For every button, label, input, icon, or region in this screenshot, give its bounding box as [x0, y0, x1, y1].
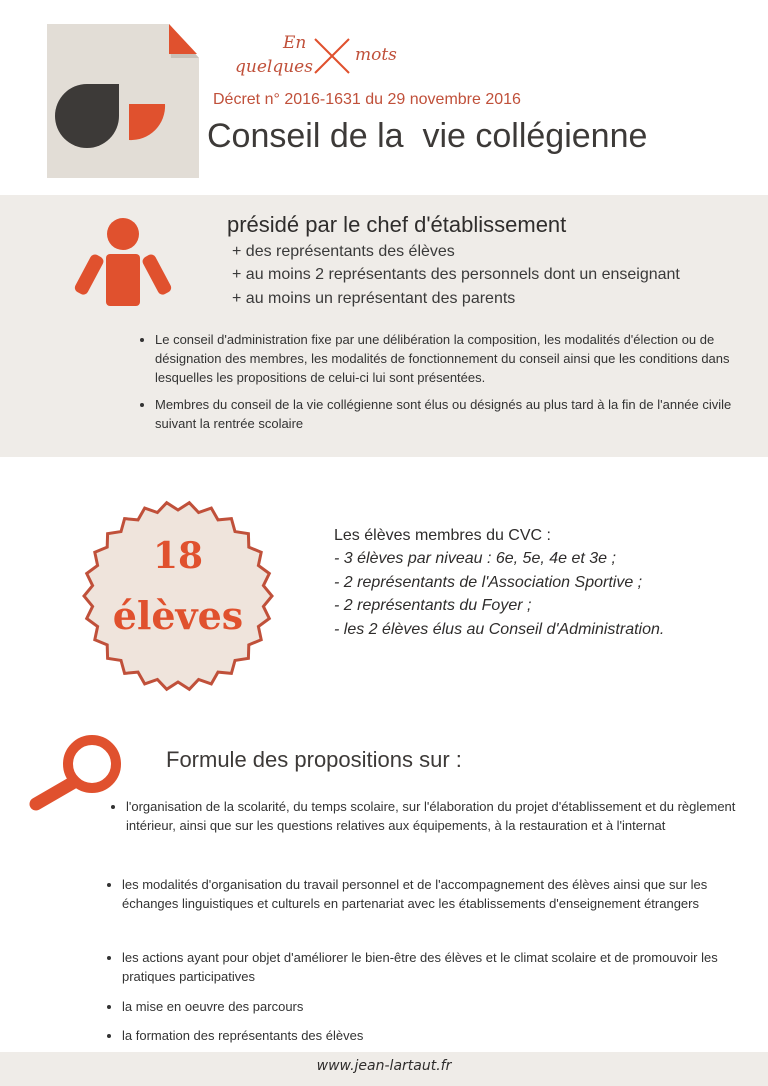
footer-url[interactable]: www.jean-lartaut.fr	[316, 1058, 452, 1074]
member-line: + au moins un représentant des parents	[232, 290, 516, 307]
cvc-item: - 2 représentants de l'Association Sportive ;	[334, 574, 643, 591]
cvc-item: - les 2 élèves élus au Conseil d'Administration.	[334, 621, 665, 638]
decree-reference: Décret n° 2016-1631 du 29 novembre 2016	[213, 91, 521, 108]
cvc-item: - 2 représentants du Foyer ;	[334, 597, 532, 614]
brand-en: En	[283, 33, 307, 53]
logo-card	[47, 24, 199, 178]
proposition-list	[106, 997, 742, 1016]
person-icon	[74, 216, 172, 306]
document-logo-icon	[47, 24, 199, 178]
brand-quelques: quelques	[235, 57, 313, 77]
list-item: • Membres du conseil de la vie collégienne sont élus ou désignés au plus tard à la fin de l'année civile suivant la rentrée scolaire	[155, 395, 755, 433]
list-item: • les actions ayant pour objet d'améliorer le bien-être des élèves et le climat scolaire et de promouvoir les pratiques participatives	[122, 948, 742, 986]
cvc-item: - 3 élèves par niveau : 6e, 5e, 4e et 3e ;	[334, 550, 616, 567]
list-item: • la formation des représentants des élèves	[122, 1026, 742, 1045]
page-title: Conseil de la vie collégienne	[207, 117, 648, 155]
list-item: • l'organisation de la scolarité, du temps scolaire, sur l'élaboration du projet d'établissement et du règlement intérieur, ainsi que sur les questions relatives aux équipements, à la restauration et à l'internat	[126, 797, 746, 835]
student-unit: élèves	[112, 593, 244, 638]
student-count: 18	[152, 535, 204, 577]
proposition-list	[106, 875, 742, 913]
proposition-list	[110, 797, 746, 835]
composition-bullets	[140, 330, 755, 441]
cvc-title: Les élèves membres du CVC :	[334, 527, 551, 544]
list-item: • les modalités d'organisation du travail personnel et de l'accompagnement des élèves ainsi que sur les échanges linguistiques et culturels en partenariat avec les établissements d'enseignement étrangers	[122, 875, 742, 913]
list-item: • Le conseil d'administration fixe par une délibération la composition, les modalités d'élection ou de désignation des membres, les modalités de fonctionnement du conseil ainsi que les conditions dans lesquelles les propositions de celui-ci lui sont présentées.	[155, 330, 755, 387]
brand-mots: mots	[355, 45, 397, 65]
proposition-list	[106, 948, 742, 986]
composition-heading: présidé par le chef d'établissement	[227, 212, 567, 237]
propositions-heading: Formule des propositions sur :	[166, 747, 462, 772]
proposition-list	[106, 1026, 742, 1045]
list-item: • la mise en oeuvre des parcours	[122, 997, 742, 1016]
member-line: + au moins 2 représentants des personnels dont un enseignant	[232, 266, 680, 283]
member-line: + des représentants des élèves	[232, 243, 455, 260]
cross-mark-icon	[312, 36, 352, 76]
